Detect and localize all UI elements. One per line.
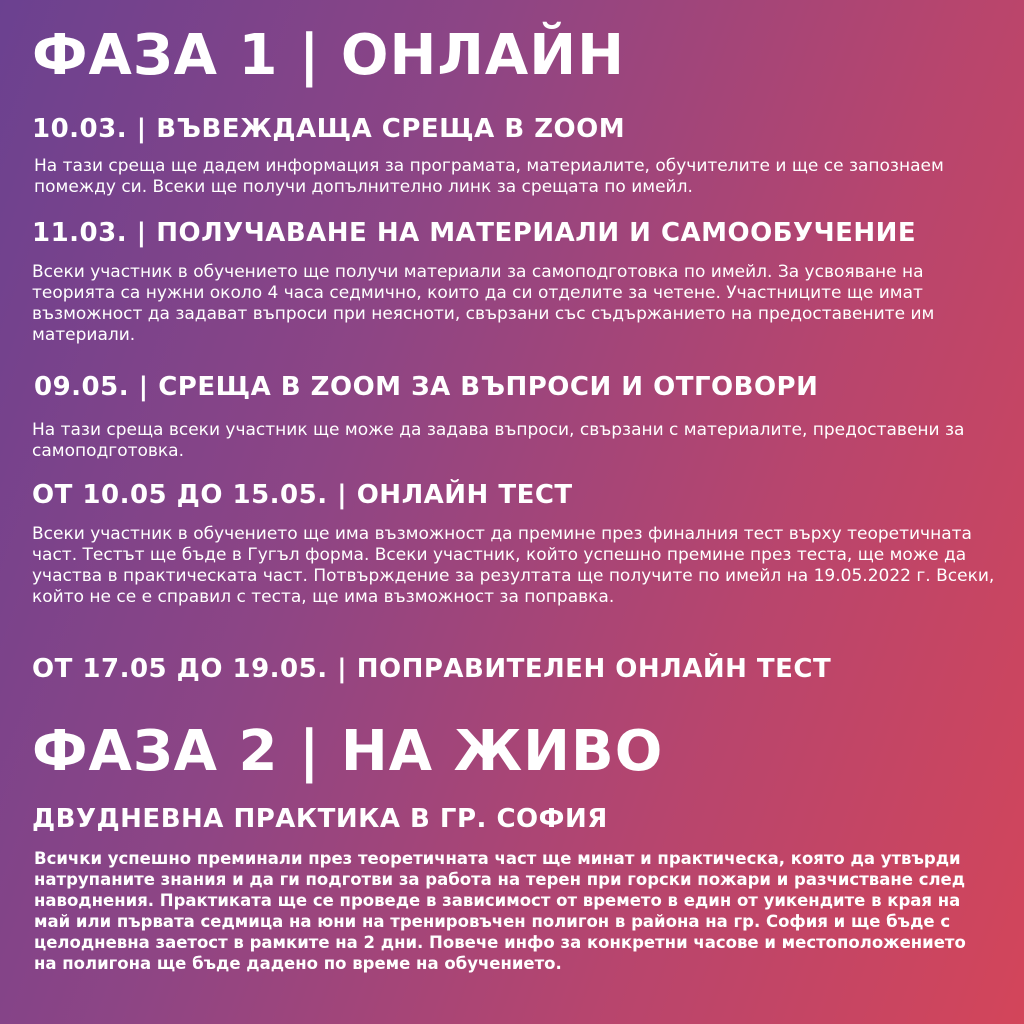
section-body-materials: Всеки участник в обучението ще получи материали за самоподготовка по имейл. За усвояване на теорията са нужни около 4 часа седмично, които да си отделите за четене. Участниците ще имат възможност да задават въпроси при неясноти, свързани със съдържанието на предоставените им материали.: [32, 262, 935, 345]
section-body-qa-meeting: На тази среща всеки участник ще може да задава въпроси, свързани с материалите, предоставени за самоподготовка.: [32, 420, 965, 461]
section-heading-retake-test: ОТ 17.05 ДО 19.05. | ПОПРАВИТЕЛЕН ОНЛАЙН ТЕСТ: [32, 654, 832, 684]
section-heading-qa-meeting: 09.05. | СРЕЩА В ZOOM ЗА ВЪПРОСИ И ОТГОВОРИ: [34, 372, 819, 402]
section-body-online-test: Всеки участник в обучението ще има възможност да премине през финалния тест върху теоретичната част. Тестът ще бъде в Гугъл форма. Всеки участник, който успешно премине през теста, ще може да участва в практическата част. Потвърждение за резултата ще получите по имейл на 19.05.2022 г. Всеки, който не се е справил с теста, ще има възможност за поправка.: [32, 524, 995, 607]
phase-2-title: ФАЗА 2 | НА ЖИВО: [32, 719, 664, 784]
section-body-intro-meeting: На тази среща ще дадем информация за програмата, материалите, обучителите и ще се запознаем помежду си. Всеки ще получи допълнително линк за срещата по имейл.: [34, 156, 944, 197]
section-heading-materials: 11.03. | ПОЛУЧАВАНЕ НА МАТЕРИАЛИ И САМООБУЧЕНИЕ: [32, 218, 917, 248]
section-body-practice: Всички успешно преминали през теоретичната част ще минат и практическа, която да утвърди натрупаните знания и да ги подготви за работа на терен при горски пожари и разчистване след наводнения. Практиката ще се проведе в зависимост от времето в един от уикендите в края на май или първата седмица на юни на тренировъчен полигон в района на гр. София и ще бъде с целодневна заетост в рамките на 2 дни. Повече инфо за конкретни часове и местоположението на полигона ще бъде дадено по време на обучението.: [34, 849, 966, 973]
section-heading-intro-meeting: 10.03. | ВЪВЕЖДАЩА СРЕЩА В ZOOM: [32, 114, 626, 144]
phase-1-title: ФАЗА 1 | ОНЛАЙН: [32, 23, 625, 88]
section-heading-online-test: ОТ 10.05 ДО 15.05. | ОНЛАЙН ТЕСТ: [32, 480, 573, 510]
section-heading-practice: ДВУДНЕВНА ПРАКТИКА В ГР. СОФИЯ: [32, 804, 608, 834]
